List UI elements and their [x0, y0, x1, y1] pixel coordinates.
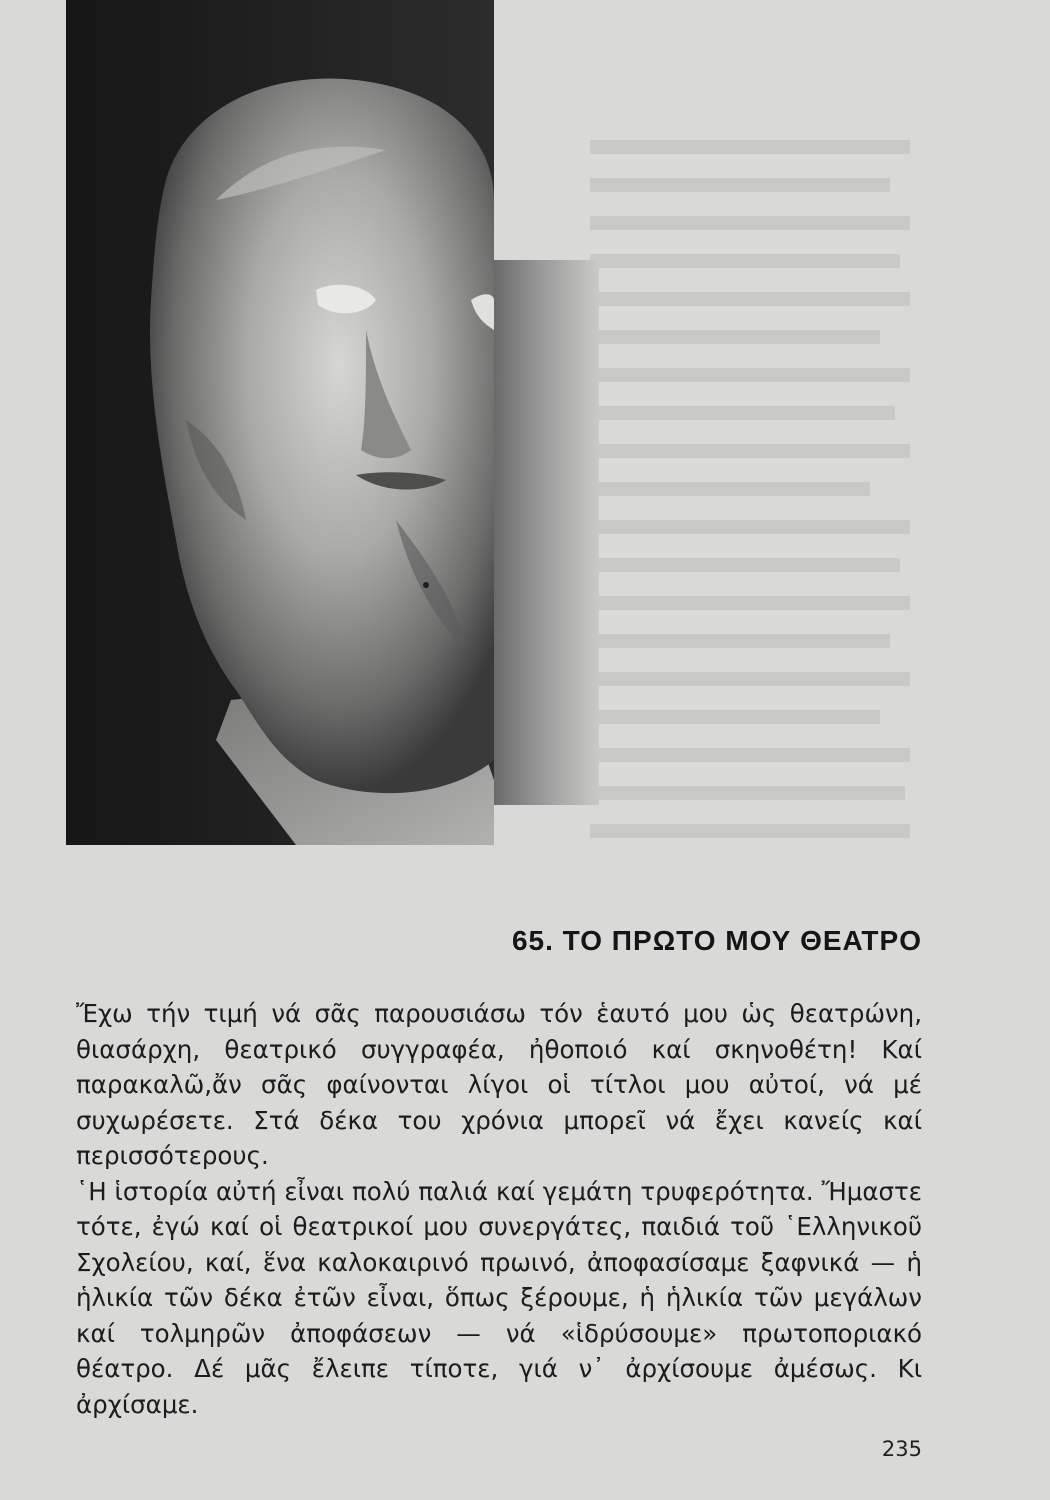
paragraph-2: ῾Η ἱστορία αὐτή εἶναι πολύ παλιά καί γεμάτη τρυφερότητα. Ἤμαστε τότε, ἐγώ καί οἱ θεατρικοί μου συνεργάτες, παιδιά τοῦ ῾Ελληνικοῦ Σχολείου, καί, ἕνα καλοκαιρινό πρωινό, ἀποφασίσαμε ξαφνικά — ἡ ἡλικία τῶν δέκα ἐτῶν εἶναι, ὅπως ξέρουμε, ἡ ἡλικία τῶν μεγάλων καί τολμηρῶν ἀποφάσεων — νά «ἱδρύσουμε» πρωτοποριακό θέατρο. Δέ μᾶς ἔλειπε τίποτε, γιά ν᾿ ἀρχίσουμε ἀμέσως. Κι ἀρχίσαμε. [76, 1176, 922, 1419]
show-through-texture [590, 120, 930, 1130]
bust-photo-edge [494, 260, 599, 805]
chapter-title: 65. ΤΟ ΠΡΩΤΟ ΜΟΥ ΘΕΑΤΡΟ [511, 925, 922, 956]
page-number: 235 [881, 1437, 922, 1461]
show-through-lines [590, 120, 920, 1120]
paragraph-1: Ἔχω τήν τιμή νά σᾶς παρουσιάσω τόν ἑαυτό μου ὡς θεατρώνη, θιασάρχη, θεατρικό συγγραφέα, ἠθοποιό καί σκηνοθέτη! Καί παρακαλῶ,ἄν σᾶς φαίνονται λίγοι οἱ τίτλοι μου αὐτοί, νά μέ συχωρέσετε. Στά δέκα του χρόνια μπορεῖ νά ἔχει κανείς καί περισσότερους. [76, 999, 922, 1170]
bust-photograph [66, 0, 494, 845]
body-text [76, 996, 922, 1422]
bust-photo-graphic [66, 0, 494, 845]
